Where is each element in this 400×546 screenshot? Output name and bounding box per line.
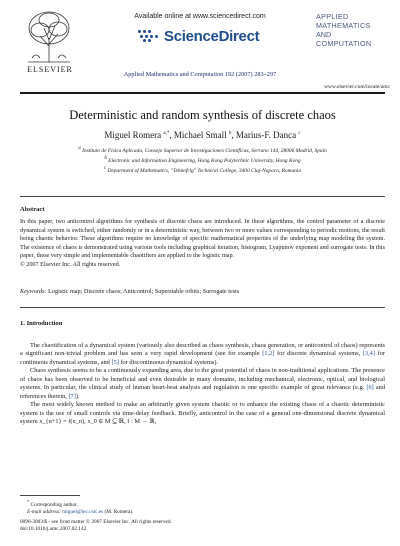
affiliation-line: $^a$ Instituto de Física Aplicada, Consejo Superior de Investigaciones Científicas, Serrano 144, 28006 Madrid, Spain [78, 146, 327, 154]
author-affiliation-mark[interactable]: b [228, 131, 232, 136]
citation-link[interactable]: [7] [68, 392, 76, 400]
abstract-heading: Abstract [20, 206, 45, 213]
affiliations [20, 145, 385, 175]
email-note: E-mail address: miguel@iec.csic.es (M. Romera). [27, 508, 134, 515]
introduction-body [20, 342, 385, 427]
author-name: Miguel Romera [104, 130, 162, 140]
journal-logo-line: MATHEMATICS [316, 21, 371, 30]
author-affiliation-mark[interactable]: c [298, 131, 301, 136]
affiliation-line: $^b$ Electronic and Information Engineering, Hong Kong Polytechnic University, Hong Kong [104, 156, 301, 164]
abstract-body [20, 218, 385, 269]
journal-citation: Applied Mathematics and Computation 192 (2007) 283–297 [123, 71, 277, 78]
author-list: Miguel Romera $^{a,*}$, Michael Small $^b$, Marius-F. Danca $^c$ [104, 130, 301, 140]
elsevier-tree-logo [22, 8, 76, 64]
author-affiliation-mark[interactable]: a,* [163, 131, 170, 136]
author-name: Marius-F. Danca [235, 130, 297, 140]
abstract-bottom-rule [20, 307, 385, 308]
citation-link[interactable]: [3,4] [362, 350, 375, 358]
abstract-text: In this paper, two anticontrol algorithms for synthesis of discrete chaos are introduced. In these algorithms, the control parameter of a discrete dynamical system is switched, either randomly or in a deterministic way, between two or more values corresponding to periodic motions, the result being chaotic behavior. These algorithms require no knowledge of specific mathematical properties of the underlying map modeling the system. The existence of chaos is demonstrated using various tools including graphical iteration, histogram, Lyapunov exponent and surrogate tests. In this paper, these very simple and implementable chaotifiers are applied to the logistic map. [20, 218, 385, 259]
abstract-top-rule [20, 196, 385, 197]
footnote-rule [20, 495, 80, 496]
citation-link[interactable]: [5] [111, 358, 119, 366]
citation-link[interactable]: [6] [366, 384, 374, 392]
issn-line: 0096-3003/$ - see front matter © 2007 Elsevier Inc. All rights reserved. [20, 519, 172, 525]
sciencedirect-logo[interactable] [138, 26, 259, 46]
intro-paragraph: The chaotification of a dynamical system (variously also described as chaos synthesis, chaos generation, or anticontrol of chaos) represents a significant non-trivial problem and has seen a very rapid development (see for example [1,2] for discrete dynamical systems, [3,4] for continuous dynamical systems, and [5] for discontinuous dynamical systems). [20, 342, 385, 366]
citation-link[interactable]: [1,2] [262, 350, 275, 358]
intro-paragraph: The most widely known method to make an arbitrarily given system chaotic or to enhance the existing chaos of a chaotic deterministic system is the use of small controls via time-delay feedback. Briefly, anticontrol in the case of a general one-dimensional discrete dynamical system x_{n+1} = f(x_n), x_0 ∈ M ⊆ ℝ, f : M → ℝ, [20, 401, 385, 426]
journal-logo [316, 12, 386, 58]
sciencedirect-wordmark: ScienceDirect [164, 27, 260, 45]
publication-meta [20, 519, 385, 533]
affiliation-line: $^c$ Department of Mathematics, "Tehnofrig" Technical College, 3400 Cluj-Napoca, Romania [103, 166, 302, 174]
keywords-label: Keywords: [20, 288, 47, 295]
journal-logo-line: AND [316, 30, 332, 39]
journal-logo-line: COMPUTATION [316, 39, 372, 48]
journal-website-link[interactable]: www.elsevier.com/locate/amc [324, 84, 390, 90]
available-online-text[interactable]: Available online at www.sciencedirect.com [134, 13, 266, 20]
keywords [20, 288, 385, 295]
article-title: Deterministic and random synthesis of discrete chaos [69, 108, 336, 122]
keywords-text: Logistic map; Discrete chaos; Anticontrol; Superstable orbits; Surrogate tests [48, 288, 240, 295]
intro-paragraph: Chaos synthesis seems to be a continuously expanding area, due to the great potential of chaos in non-traditional applications. The presence of chaos has been observed to be beneficial and even desirable in many domains, including mechanical, electronic, optical, and biological systems. In particular, the clinical study of human heart-beat analysis and regulation is one specific example of great relevance (e.g. [6] and references therein, [7]). [20, 367, 386, 400]
corresponding-author-note: * Corresponding author. [27, 499, 78, 508]
footnotes [20, 498, 385, 516]
abstract-copyright: © 2007 Elsevier Inc. All rights reserved. [20, 260, 121, 268]
journal-logo-line: APPLIED [316, 12, 349, 21]
elsevier-wordmark: ELSEVIER [27, 65, 73, 74]
author-name: Michael Small [173, 130, 227, 140]
email-link[interactable]: miguel@iec.csic.es [62, 508, 104, 515]
sciencedirect-dots-icon [138, 30, 160, 42]
header-rule [20, 92, 385, 94]
introduction-heading: 1. Introduction [20, 320, 63, 327]
doi-line[interactable]: doi:10.1016/j.amc.2007.02.142 [20, 526, 87, 532]
